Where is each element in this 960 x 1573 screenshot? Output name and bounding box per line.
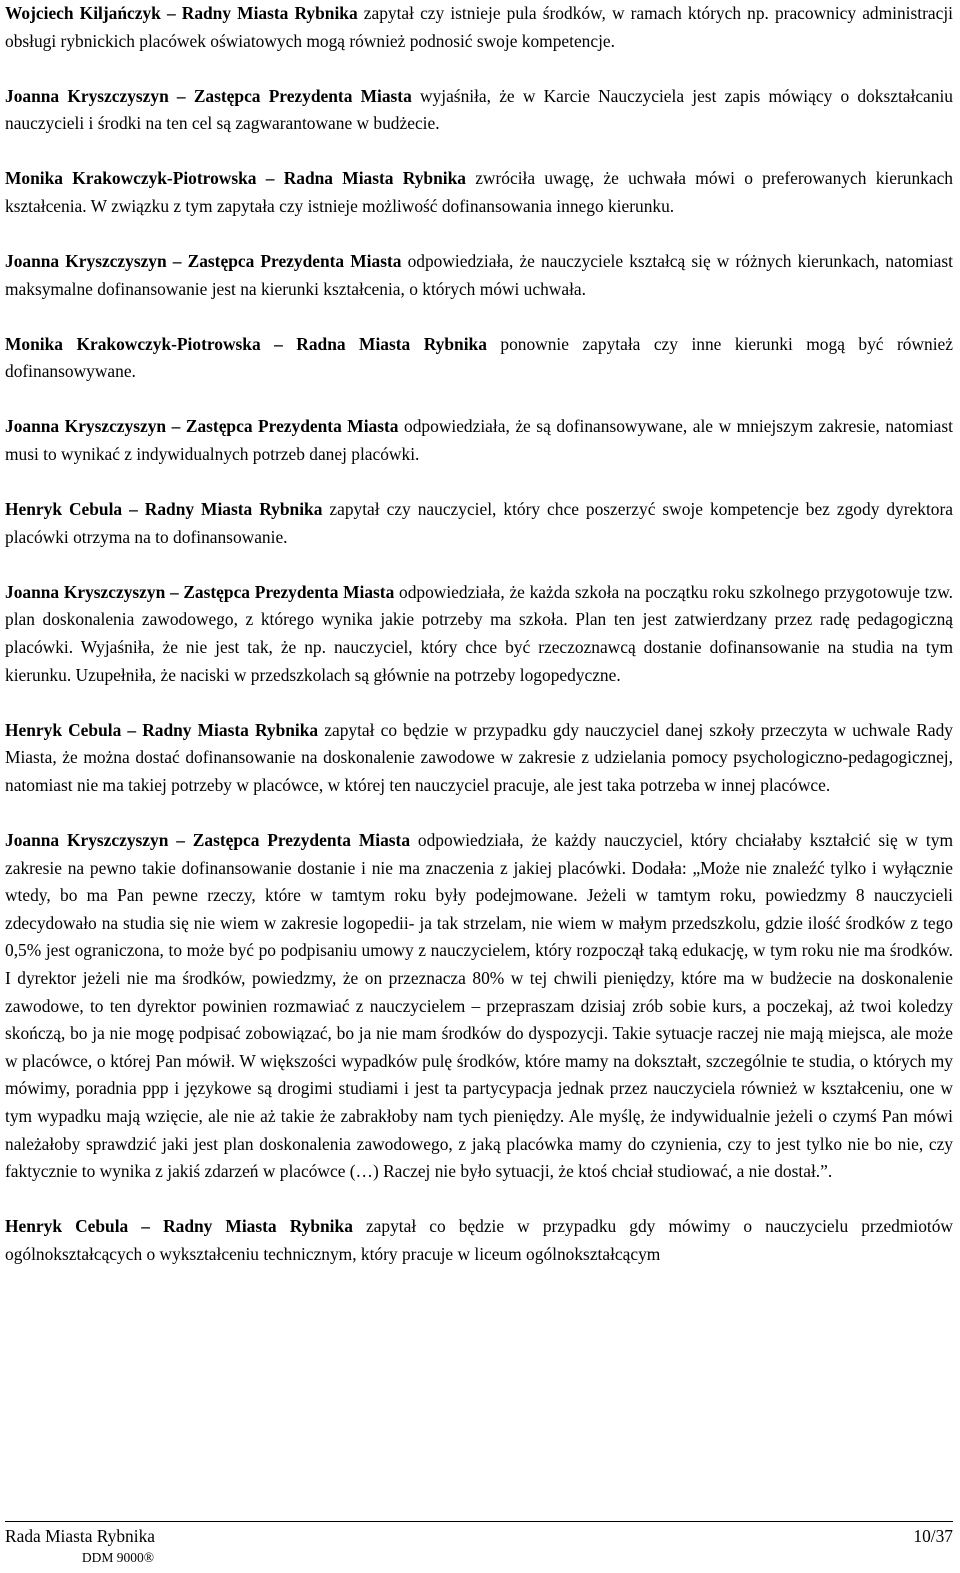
paragraph xyxy=(5,1213,953,1268)
speaker-name: Henryk Cebula – Radny Miasta Rybnika xyxy=(5,719,319,740)
paragraph-text: odpowiedziała, że każdy nauczyciel, który chciałaby kształcić się w tym zakresie na pewno takie dofinansowanie dostanie i nie ma znaczenia z jakiej placówki. Dodała: „Może nie znaleźć tylko i wyłącznie wtedy, bo ma Pan pewne rzeczy, które w tamtym roku były podejmowane. Jeżeli w tamtym roku, powiedzmy 8 nauczycieli zdecydowało na studia się nie wiem w zakresie logopedii- ja tak strzelam, nie wiem w małym przedszkolu, gdzie ilość środków z tego 0,5% jest ograniczona, to może być po podpisaniu umowy z nauczycielem, który rozpoczął taką edukację, w tym roku nie ma środków. I dyrektor jeżeli nie ma środków, powiedzmy, że on przeznacza 80% w tej chwili pieniędzy, które ma w budżecie na doskonalenie zawodowe, to ten dyrektor powinien rozmawiać z nauczycielem – przepraszam dzisiaj zrób sobie kurs, a poczekaj, aż twoi koledzy skończą, bo ja nie mogę podpisać zobowiązać, bo ja nie mam środków do dyspozycji. Takie sytuacje raczej nie mają miejsca, ale może w placówce, o której Pan mówił. W większości wypadków pulę środków, które mamy na dokształt, szczególnie te studia, o których my mówimy, poradnia ppp i językowe są drogimi studiami i jest ta partycypacja jednak przez nauczyciela również w kształceniu, one w tym wypadku mają wzięcie, ale nie aż takie że zabrakłoby nam tych pieniędzy. Ale myślę, że indywidualnie jeżeli o czymś Pan mówi należałoby sprawdzić jaki jest plan doskonalenia zawodowego, z jaką placówka mamy do czynienia, czy to jest tylko nie bo nie, czy faktycznie to wynika z jakiś zdarzeń w placówce (…) Raczej nie było sytuacji, że ktoś chciał studiować, a nie dostał.”. xyxy=(5,829,953,1182)
paragraph xyxy=(5,827,953,1186)
paragraph xyxy=(5,717,953,800)
footer-organization: Rada Miasta Rybnika xyxy=(5,1526,155,1546)
paragraph xyxy=(5,165,953,220)
speaker-name: Henryk Cebula – Radny Miasta Rybnika xyxy=(5,499,323,520)
speaker-name: Monika Krakowczyk-Piotrowska – Radna Miasta Rybnika xyxy=(5,168,466,189)
speaker-name: Joanna Kryszczyszyn – Zastępca Prezydenta Miasta xyxy=(5,416,399,437)
speaker-name: Joanna Kryszczyszyn – Zastępca Prezydenta Miasta xyxy=(5,829,411,850)
paragraph xyxy=(5,579,953,689)
paragraph-text: zapytał co będzie w przypadku gdy nauczyciel danej szkoły przeczyta w uchwale Rady Miasta, że można dostać dofinansowanie na doskonalenie zawodowe w zakresie z udzielania pomocy psychologiczno-pedagogicznej, natomiast nie ma takiej potrzeby w placówce, w której ten nauczyciel pracuje, ale jest taka potrzeba w innej placówce. xyxy=(5,719,953,795)
footer-divider xyxy=(5,1521,953,1522)
paragraph xyxy=(5,331,953,386)
speaker-name: Joanna Kryszczyszyn – Zastępca Prezydenta Miasta xyxy=(5,251,402,272)
paragraph-text: odpowiedziała, że są dofinansowywane, ale w mniejszym zakresie, natomiast musi to wynikać z indywidualnych potrzeb danej placówki. xyxy=(5,416,953,465)
paragraph xyxy=(5,83,953,138)
paragraph-text: zapytał czy nauczyciel, który chce poszerzyć swoje kompetencje bez zgody dyrektora placówki otrzyma na to dofinansowanie. xyxy=(5,499,953,547)
paragraph-text: zapytał czy istnieje pula środków, w ramach których np. pracownicy administracji obsługi rybnickich placówek oświatowych mogą również podnosić swoje kompetencje. xyxy=(5,3,953,51)
paragraph-text: ponownie zapytała czy inne kierunki mogą być również dofinansowywane. xyxy=(5,333,953,382)
paragraph xyxy=(5,248,953,303)
paragraph xyxy=(5,496,953,551)
speaker-name: Monika Krakowczyk-Piotrowska – Radna Miasta Rybnika xyxy=(5,333,487,354)
speaker-name: Joanna Kryszczyszyn – Zastępca Prezydenta Miasta xyxy=(5,581,395,602)
speaker-name: Wojciech Kiljańczyk – Radny Miasta Rybnika xyxy=(5,3,358,23)
document-body xyxy=(5,0,953,1296)
paragraph xyxy=(5,0,953,55)
speaker-name: Henryk Cebula – Radny Miasta Rybnika xyxy=(5,1216,353,1237)
footer-document-code: DDM 9000® xyxy=(81,1550,155,1565)
paragraph-text: zwróciła uwagę, że uchwała mówi o preferowanych kierunkach kształcenia. W związku z tym zapytała czy istnieje możliwość dofinansowania innego kierunku. xyxy=(5,168,953,216)
paragraph-text: odpowiedziała, że nauczyciele kształcą się w różnych kierunkach, natomiast maksymalne dofinansowanie jest na kierunki kształcenia, o których mówi uchwała. xyxy=(5,251,953,299)
paragraph-text: odpowiedziała, że każda szkoła na początku roku szkolnego przygotowuje tzw. plan doskonalenia zawodowego, z którego wynika jakie potrzeby ma szkoła. Plan ten jest zatwierdzany przez radę pedagogiczną placówki. Wyjaśniła, że nie jest tak, że np. nauczyciel, który chce być rzeczoznawcą dostanie dofinansowanie na studia na tym kierunku. Uzupełniła, że naciski w przedszkolach są głównie na potrzeby logopedyczne. xyxy=(5,581,953,685)
speaker-name: Joanna Kryszczyszyn – Zastępca Prezydenta Miasta xyxy=(5,85,412,106)
paragraph xyxy=(5,413,953,468)
page-number: 10/37 xyxy=(913,1526,953,1546)
paragraph-text: wyjaśniła, że w Karcie Nauczyciela jest zapis mówiący o dokształcaniu nauczycieli i środki na ten cel są zagwarantowane w budżecie. xyxy=(5,85,953,134)
paragraph-text: zapytał co będzie w przypadku gdy mówimy o nauczycielu przedmiotów ogólnokształcących o wykształceniu technicznym, który pracuje w liceum ogólnokształcącym xyxy=(5,1216,953,1264)
